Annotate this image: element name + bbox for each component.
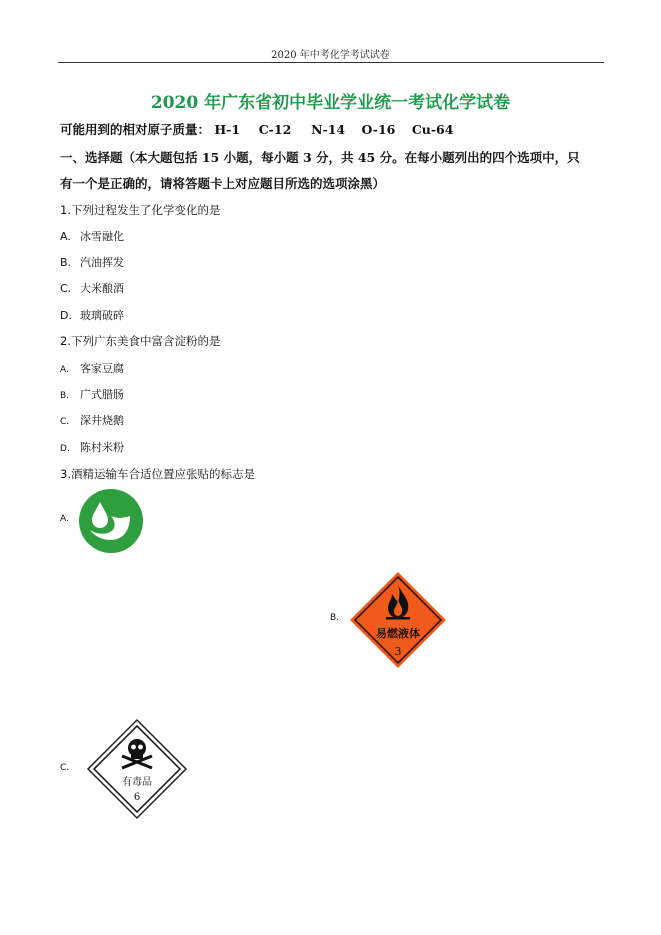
question-1-stem: 1.下列过程发生了化学变化的是: [60, 203, 221, 217]
option-letter: A.: [60, 230, 71, 243]
q3-option-c-letter: C.: [60, 763, 70, 773]
atomic-masses-label: 可能用到的相对原子质量：: [60, 122, 211, 137]
option-text: 客家豆腐: [80, 362, 124, 375]
exam-title: 2020 年广东省初中毕业学业统一考试化学试卷: [150, 93, 511, 113]
option-text: 广式腊肠: [80, 388, 124, 401]
option-letter: C.: [60, 417, 70, 427]
q1-option-a: [60, 228, 124, 244]
atomic-mass-item: N-14: [311, 122, 346, 137]
hazard-class-number: 3: [394, 645, 402, 658]
question-2-stem: 2.下列广东美食中富含淀粉的是: [60, 334, 221, 348]
option-text: 玻璃破碎: [80, 309, 124, 322]
q1-option-c: [60, 280, 124, 296]
option-text: 大米酿酒: [80, 282, 124, 295]
flammable-liquid-icon: [348, 570, 448, 670]
option-letter: D.: [60, 309, 72, 322]
water-saving-icon: [78, 488, 144, 554]
sign-label-text: 易燃液体: [376, 627, 420, 640]
option-letter: A.: [60, 365, 69, 375]
header-divider: [58, 62, 604, 63]
section-instructions-line2: 有一个是正确的，请将答题卡上对应题目所选的选项涂黑）: [60, 176, 386, 191]
atomic-mass-item: C-12: [258, 122, 292, 137]
option-text: 汽油挥发: [80, 256, 124, 269]
option-text: 深井烧鹅: [80, 414, 124, 427]
option-text: 冰雪融化: [80, 230, 124, 243]
option-letter: D.: [60, 444, 70, 454]
option-letter: C.: [60, 282, 72, 295]
option-text: 陈村米粉: [80, 441, 124, 454]
atomic-masses-line: [60, 120, 453, 138]
atomic-mass-item: O-16: [361, 122, 396, 137]
atomic-mass-item: Cu-64: [411, 122, 454, 137]
q1-option-d: [60, 307, 124, 323]
q3-option-b-letter: B.: [330, 613, 340, 623]
q2-option-b: [60, 386, 124, 402]
q2-option-c: [60, 412, 124, 428]
q2-option-d: [60, 439, 124, 455]
q1-option-b: [60, 254, 124, 270]
q2-option-a: [60, 360, 124, 376]
hazard-class-number: 6: [133, 792, 141, 803]
toxic-substance-icon: [86, 718, 188, 820]
atomic-mass-item: H-1: [214, 122, 241, 137]
option-letter: B.: [60, 256, 72, 269]
q3-option-a-letter: A.: [60, 514, 69, 524]
sign-label-text: 有毒品: [122, 777, 152, 788]
option-letter: B.: [60, 391, 70, 401]
question-3-stem: 3.酒精运输车合适位置应张贴的标志是: [60, 467, 255, 481]
page-header: 2020 年中考化学考试试卷: [271, 50, 390, 61]
section-instructions-line1: 一、选择题（本大题包括 15 小题，每小题 3 分，共 45 分。在每小题列出的四个选项中，只: [60, 150, 580, 165]
